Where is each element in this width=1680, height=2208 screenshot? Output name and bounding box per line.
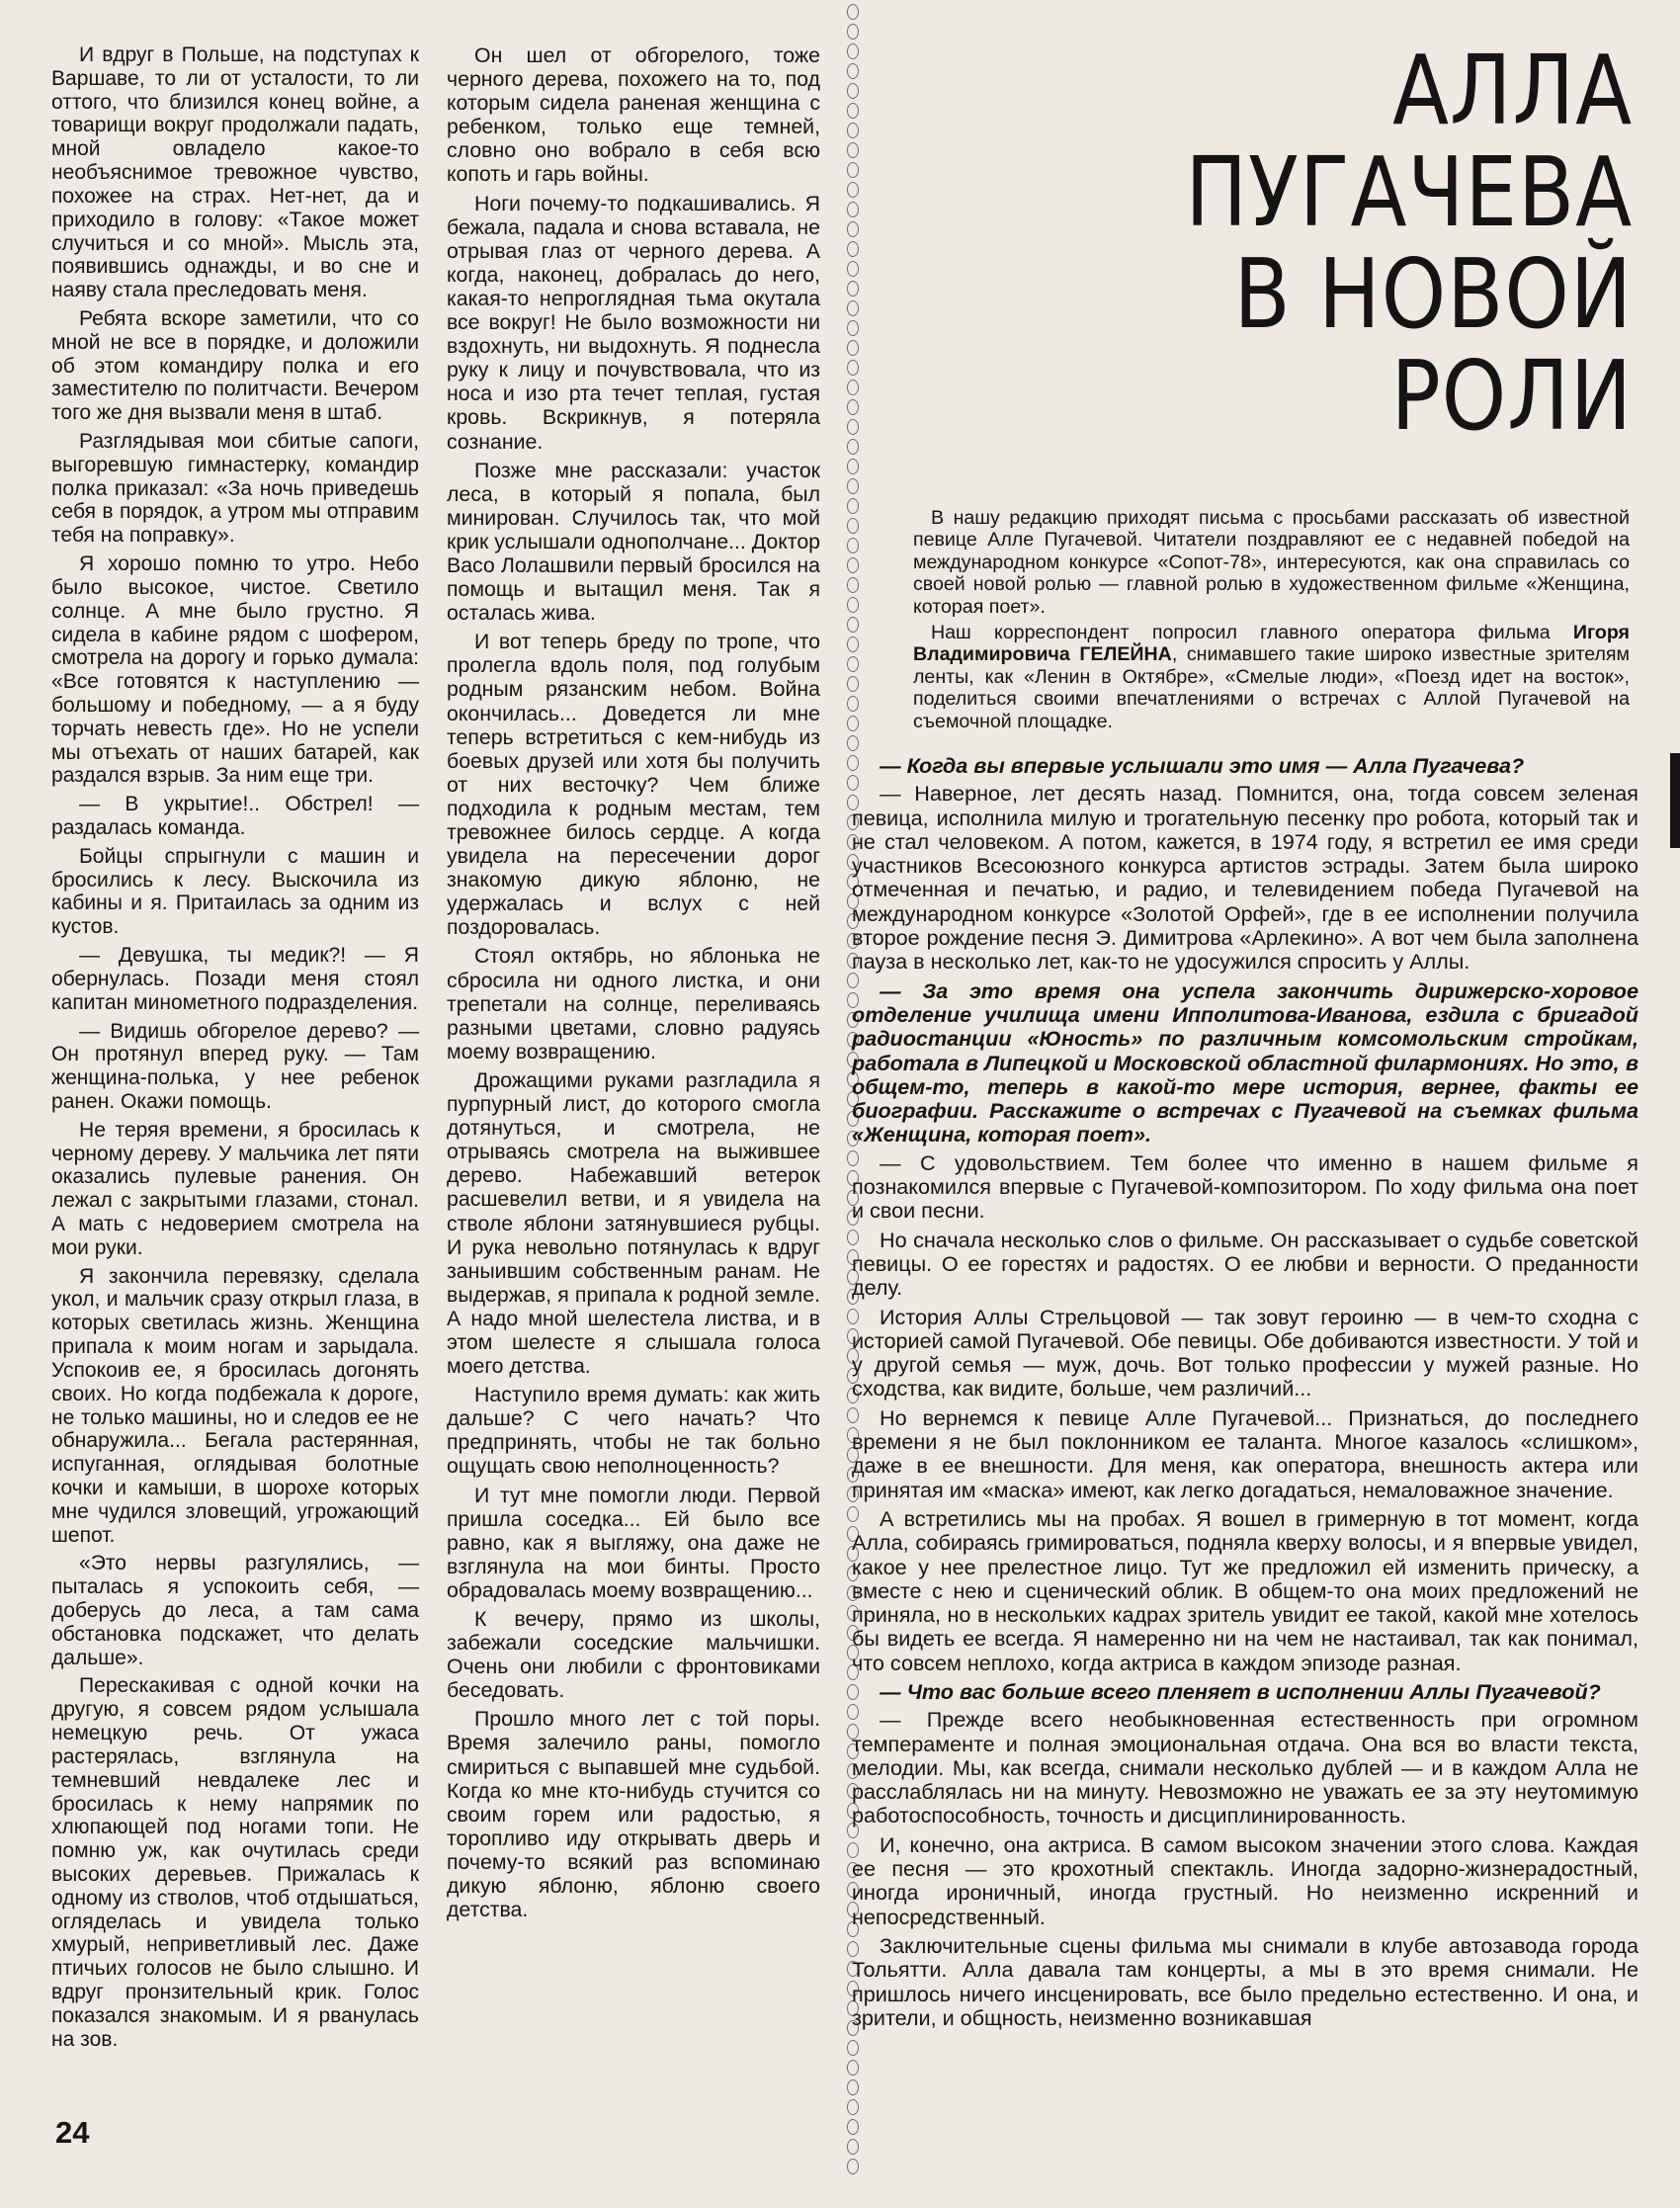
interview-column	[852, 754, 1638, 2035]
lead-text: Наш корреспондент попросил главного оператора фильма	[931, 622, 1551, 644]
lead-paragraph: В нашу редакцию приходят письма с просьбами рассказать об известной певице Алле Пугачевой. Читатели поздравляют ее с недавней победой на международном конкурсе «Сопот-78», интересуются, как она справилась со своей новой ролью — главной ролью в художественном фильме «Женщина, которая поет».	[913, 507, 1630, 618]
page-number: 24	[55, 2115, 90, 2150]
interviewee-name: Игоря Владимировича ГЕЛЕЙНА	[913, 622, 1630, 666]
story-paragraph: Ребята вскоре заметили, что со мной не все в порядке, и доложили об этом командиру полка и его заместителю по политчасти. Вечером того же дня вызвали меня в штаб.	[51, 306, 419, 425]
interview-answer: А встретились мы на пробах. Я вошел в гримерную в тот момент, когда Алла, собираясь гримироваться, подняла кверху волосы, и я впервые увидел, какое у нее прелестное лицо. Тут же предложил ей изменить прическу, а вместе с нею и сценический облик. В общем-то она моих предложений не приняла, но в нескольких кадрах зритель увидит ее такой, какой мне хотелось бы видеть ее всегда. Я намеренно ни на чем не настаивал, так как понимал, что совсем неплохо, когда актриса в каждом эпизоде разная.	[852, 1505, 1638, 1675]
story-paragraph: И тут мне помогли люди. Первой пришла соседка... Ей было все равно, как я выгляжу, она даже не взглянула на мои бинты. Просто обрадовалась моему возвращению...	[447, 1483, 820, 1602]
story-paragraph: Он шел от обгорелого, тоже черного дерева, похожего на то, под которым сидела раненая женщина с ребенком, только еще темней, словно оно вобрало в себя всю копоть и гарь войны.	[447, 43, 820, 187]
interview-answer: Заключительные сцены фильма мы снимали в клубе автозавода города Тольятти. Алла давала там концерты, а мы в это время снимали. Не пришлось ничего инсценировать, все было предельно естественно. И она, и зрители, и общность, неизменно возникавшая	[852, 1932, 1638, 2030]
interview-question: — Когда вы впервые услышали это имя — Алла Пугачева?	[880, 753, 1525, 778]
interview-answer: И, конечно, она актриса. В самом высоком значении этого слова. Каждая ее песня — это крохотный спектакль. Иногда задорно-жизнерадостный, иногда ироничный, иногда грустный. Но неизменно искренний и непосредственный.	[852, 1831, 1638, 1929]
story-paragraph: Ноги почему-то подкашивались. Я бежала, падала и снова вставала, не отрывая глаз от черного дерева. А когда, наконец, добралась до него, какая-то непроглядная тьма окутала все вокруг! Не было возможности ни вздохнуть, ни выдохнуть. Я поднесла руку к лицу и почувствовала, что из носа и изо рта течет теплая, густая кровь. Вскрикнув, я потеряла сознание.	[447, 191, 820, 454]
article-lead	[913, 507, 1630, 736]
story-paragraph: «Это нервы разгулялись, — пыталась я успокоить себя, — доберусь до леса, а там сама обстановка подскажет, что делать дальше».	[51, 1552, 419, 1669]
story-paragraph: Стоял октябрь, но яблонька не сбросила ни одного листка, и они трепетали на солнце, переливаясь разными цветами, словно радуясь моему возвращению.	[447, 944, 820, 1063]
interview-question: — Что вас больше всего пленяет в исполнении Аллы Пугачевой?	[880, 1678, 1601, 1704]
story-paragraph: Не теряя времени, я бросилась к черному дереву. У мальчика лет пяти оказались пулевые ранения. Он лежал с закрытыми глазами, стонал. А мать с недоверием смотрела на мои руки.	[51, 1118, 419, 1259]
story-paragraph: — Девушка, ты медик?! — Я обернулась. Позади меня стоял капитан минометного подразделения.	[51, 944, 419, 1014]
interview-answer: — С удовольствием. Тем более что именно в нашем фильме я познакомился впервые с Пугачевой-композитором. По ходу фильма она поет и свои песни.	[852, 1149, 1638, 1224]
story-paragraph: Перескакивая с одной кочки на другую, я совсем рядом услышала немецкую речь. От ужаса растерялась, взглянула на темневший невдалеке лес и бросилась к нему напрямик по хлюпающей под ногами топи. Не помню уж, как очутилась среди высоких деревьев. Прижалась к одному из стволов, чтоб отдышаться, огляделась и увидела только хмурый, неприветливый лес. Даже птичьих голосов не было слышно. И вдруг пронзительный крик. Голос показался знакомым. И я рванулась на зов.	[51, 1674, 419, 2051]
interview-question: — За это время она успела закончить дирижерско-хоровое отделение училища имени Ипполитова-Иванова, ездила с бригадой радиостанции «Юность» по различным комсомольским стройкам, работала в Липецкой и Московской областной филармониях. Но это, в общем-то, теперь в какой-то мере история, вернее, факты ее биографии. Расскажите о встречах с Пугачевой на съемках фильма «Женщина, которая поет».	[852, 977, 1638, 1147]
story-paragraph: Бойцы спрыгнули с машин и бросились к лесу. Выскочила из кабины и я. Притаилась за одним из кустов.	[51, 844, 419, 939]
story-paragraph: Я хорошо помню то утро. Небо было высокое, чистое. Светило солнце. А мне было грустно. Я сидела в кабине рядом с шофером, смотрела на дорогу и горько думала: «Все готовятся к наступлению — большому и победному, — а я буду торчать невесть где». Но не успели мы отъехать от наших батарей, как раздался взрыв. За ним еще три.	[51, 552, 419, 788]
lead-paragraph	[913, 622, 1630, 732]
story-column-2	[447, 43, 820, 1926]
lead-text: , снимавшего такие широко известные зрителям ленты, как «Ленин в Октябре», «Смелые люди», «Поезд идет на восток», поделиться своими впечатлениями о встречах с Аллой Пугачевой на съемочной площадке.	[913, 643, 1631, 732]
story-column-1	[51, 43, 419, 2056]
story-paragraph: И вдруг в Польше, на подступах к Варшаве, то ли от усталости, то ли оттого, что близился конец войне, а товарищи вокруг продолжали падать, мной овладело какое-то необъяснимое тревожное чувство, похожее на страх. Нет-нет, да и приходило в голову: «Такое может случиться и со мной». Мысль эта, появившись однажды, и во сне и наяву стала преследовать меня.	[51, 43, 419, 302]
interview-answer: История Аллы Стрельцовой — так зовут героиню — в чем-то сходна с историей самой Пугачевой. Обе певицы. Обе добиваются известности. У той и у другой семья — муж, дочь. Вот только профессии у мужей разные. Но сходства, как видите, больше, чем различий...	[852, 1304, 1638, 1401]
interview-answer: — Наверное, лет десять назад. Помнится, она, тогда совсем зеленая певица, исполнила милую и трогательную песенку про робота, который так и не стал человеком. А потом, кажется, в 1974 году, я встретил ее имя среди участников Всесоюзного конкурса артистов эстрады. Затем была широко отмеченная и печатью, и радио, и телевидением победа Пугачевой на международном конкурсе «Золотой Орфей», где в ее исполнении получила второе рождение песня Э. Димитрова «Арлекино». А вот чем была заполнена пауза в несколько лет, как-то не удосужился спросить у Аллы.	[852, 781, 1638, 975]
section-tab-marker	[1670, 753, 1680, 848]
story-paragraph: Я закончила перевязку, сделала укол, и мальчик сразу открыл глаза, в которых светилась жизнь. Женщина припала к моим ногам и зарыдала. Успокоив ее, я бросилась догонять своих. Но когда подбежала к дороге, не только машины, но и следов ее не обнаружила... Бегала растерянная, испуганная, оглядывая болотные кочки и камыши, в шорохе которых мне чудился зловещий, угрожающий шепот.	[51, 1264, 419, 1547]
story-paragraph: К вечеру, прямо из школы, забежали соседские мальчишки. Очень они любили с фронтовиками беседовать.	[447, 1607, 820, 1703]
story-paragraph: Дрожащими руками разгладила я пурпурный лист, до которого смогла дотянуться, и смотрела, не отрываясь смотрела на выжившее дерево. Набежавший ветерок расшевелил ветви, и я увидела на стволе яблони затянувшиеся рубцы. И рука невольно потянулась к вдруг заныившим собственным ранам. Не выдержав, я припала к родной земле. А надо мной шелестела листва, и в этом шелесте я слышала голоса моего детства.	[447, 1067, 820, 1379]
story-paragraph: Позже мне рассказали: участок леса, в который я попала, был минирован. Случилось так, что мой крик услышали однополчане... Доктор Васо Лолашвили первый бросился на помощь и вытащил меня. Так я осталась жива.	[447, 458, 821, 626]
story-paragraph: И вот теперь бреду по тропе, что пролегла вдоль поля, под голубым родным рязанским небом. Война окончилась... Доведется ли мне теперь встретиться с кем-нибудь из боевых друзей или хотя бы получить от них весточку? Чем ближе подходила к родным местам, тем тревожнее билось сердце. А когда увидела на пересечении дорог знакомую дикую яблоню, не удержалась и вслух с ней поздоровалась.	[447, 630, 820, 940]
interview-answer: — Прежде всего необыкновенная естественность при огромном темпераменте и полная эмоциональная отдача. Она вся во власти текста, мелодии. Мы, как всегда, снимали несколько дублей — и в каждом Алла не расслаблялась ни на минуту. Невозможно не уважать ее за эту неутомимую работоспособность, точность и дисциплинированность.	[852, 1707, 1638, 1828]
interview-answer: Но вернемся к певице Алле Пугачевой... Признаться, до последнего времени я не был поклонником ее таланта. Многое казалось «слишком», даже в ее внешности. Для меня, как оператора, внешность актера или принятая им «маска» имеют, как легко догадаться, немаловажное значение.	[852, 1404, 1638, 1502]
article-headline: АЛЛА ПУГАЧЕВА В НОВОЙ РОЛИ	[1185, 35, 1633, 452]
story-paragraph: Прошло много лет с той поры. Время залечило раны, помогло смириться с выпавшей мне судьбой. Когда ко мне кто-нибудь стучится со своим горем или радостью, я торопливо иду открывать дверь и почему-то всякий раз вспоминаю дикую яблоню, яблоню своего детства.	[447, 1707, 820, 1922]
story-paragraph: Разглядывая мои сбитые сапоги, выгоревшую гимнастерку, командир полка приказал: «За ночь приведешь себя в порядок, а утром мы отправим тебя на поправку».	[51, 430, 419, 548]
story-paragraph: Наступило время думать: как жить дальше? С чего начать? Что предпринять, чтобы не так больно ощущать свою неполноценность?	[447, 1383, 820, 1479]
story-paragraph: — В укрытие!.. Обстрел! — раздалась команда.	[51, 793, 419, 839]
story-paragraph: — Видишь обгорелое дерево? — Он протянул вперед руку. — Там женщина-полька, у нее ребенок ранен. Окажи помощь.	[51, 1019, 419, 1113]
interview-answer: Но сначала несколько слов о фильме. Он рассказывает о судьбе советской певицы. О ее горестях и радостях. О ее любви и верности. О преданности делу.	[852, 1227, 1638, 1301]
